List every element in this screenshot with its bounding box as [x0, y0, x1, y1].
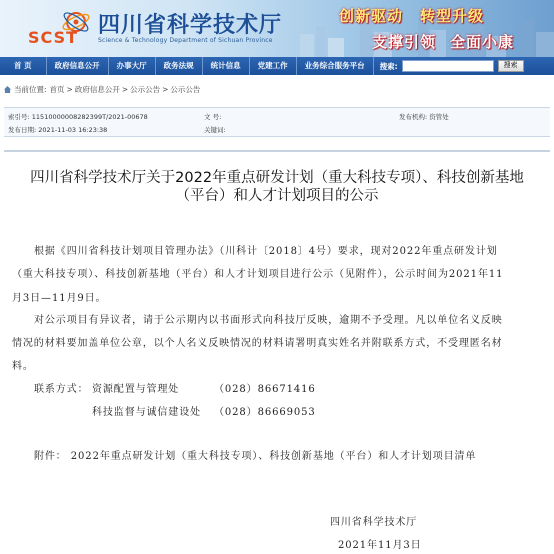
nav-item-statistics[interactable]: 统计信息	[203, 57, 250, 75]
keywords: 关键词:	[204, 126, 226, 134]
slogan-1: 创新驱动	[339, 7, 404, 25]
index-number: 索引号: 11510000008282399T/2021-00678	[8, 113, 148, 121]
paragraph-2-line-1: 对公示项目有异议者，请于公示期内以书面形式向科技厅反映，逾期不予受理。凡以单位名义反映	[34, 315, 503, 326]
contact-label: 联系方式：	[34, 384, 89, 395]
search-button[interactable]: 搜索	[498, 60, 524, 72]
nav-item-service-hall[interactable]: 办事大厅	[109, 57, 156, 75]
slogan-4: 全面小康	[450, 33, 515, 51]
publisher: 发布机构: 资管处	[399, 113, 449, 121]
attachment-link[interactable]: 附件： 2022年重点研发计划（重大科技专项）、科技创新基地（平台）和人才计划项目清单	[34, 451, 477, 462]
location-icon	[4, 86, 11, 93]
slogan-2: 转型升级	[420, 7, 485, 25]
paragraph-1-line-1: 根据《四川省科技计划项目管理办法》（川科计〔2018〕4号）要求，现对2022年重点研发计划	[34, 246, 498, 257]
contact-1-phone: （028）86671416	[214, 384, 316, 395]
paragraph-2-line-3: 料。	[12, 361, 34, 372]
breadcrumb-separator: >	[162, 85, 169, 94]
sign-date: 2021年11月3日	[338, 540, 422, 551]
paragraph-2-line-2: 情况的材料要加盖单位公章，以个人名义反映情况的材料请署明真实姓名并附联系方式，不受理匿名材	[12, 338, 503, 349]
article-title	[14, 169, 540, 205]
site-title: 四川省科学技术厅	[98, 12, 283, 38]
breadcrumb-separator: >	[121, 85, 129, 94]
paragraph-1-line-3: 月3日—11月9日。	[12, 293, 107, 304]
search-input[interactable]	[402, 60, 494, 72]
nav-item-party-work[interactable]: 党建工作	[250, 57, 297, 75]
nav-item-service-platform[interactable]: 业务综合服务平台	[297, 57, 374, 75]
breadcrumb-item-notices[interactable]: 公示公告	[130, 85, 161, 94]
search-label: 搜索:	[379, 61, 398, 71]
site-subtitle: Science & Technology Department of Sichuan Province	[98, 37, 273, 44]
article-container	[4, 150, 550, 554]
publish-date: 发布日期: 2021-11-03 16:23:38	[8, 126, 108, 134]
paragraph-1-line-2: （重大科技专项）、科技创新基地（平台）和人才计划项目进行公示（见附件），公示时间为2021年11	[12, 269, 504, 280]
document-number: 文 号:	[204, 113, 222, 121]
breadcrumb-separator: >	[66, 85, 73, 94]
breadcrumb-item-gov-info[interactable]: 政府信息公开	[74, 85, 120, 94]
document-metadata	[4, 107, 550, 137]
article-title-line-2: （平台）和人才计划项目的公示	[175, 188, 379, 204]
signature: 四川省科学技术厅	[330, 517, 418, 528]
site-banner	[0, 0, 554, 57]
nav-item-home[interactable]: 首 页	[0, 57, 47, 75]
breadcrumb-item-notices-current[interactable]: 公示公告	[170, 85, 201, 94]
breadcrumb-label: 当前位置:	[14, 85, 47, 94]
contact-1-department: 资源配置与管理处	[92, 384, 180, 395]
scst-logo-text: SCST	[28, 28, 78, 47]
nav-item-gov-info[interactable]: 政府信息公开	[47, 57, 109, 75]
breadcrumb-item-home[interactable]: 首页	[49, 85, 65, 94]
article-title-line-1: 四川省科学技术厅关于2022年重点研发计划（重大科技专项）、科技创新基地	[30, 170, 524, 186]
contact-2-department: 科技监督与诚信建设处	[92, 407, 201, 418]
nav-item-regulations[interactable]: 政务法规	[156, 57, 203, 75]
slogan-3: 支撑引领	[372, 33, 437, 51]
breadcrumb	[0, 82, 554, 97]
main-nav	[0, 57, 554, 75]
contact-2-phone: （028）86669053	[214, 407, 316, 418]
